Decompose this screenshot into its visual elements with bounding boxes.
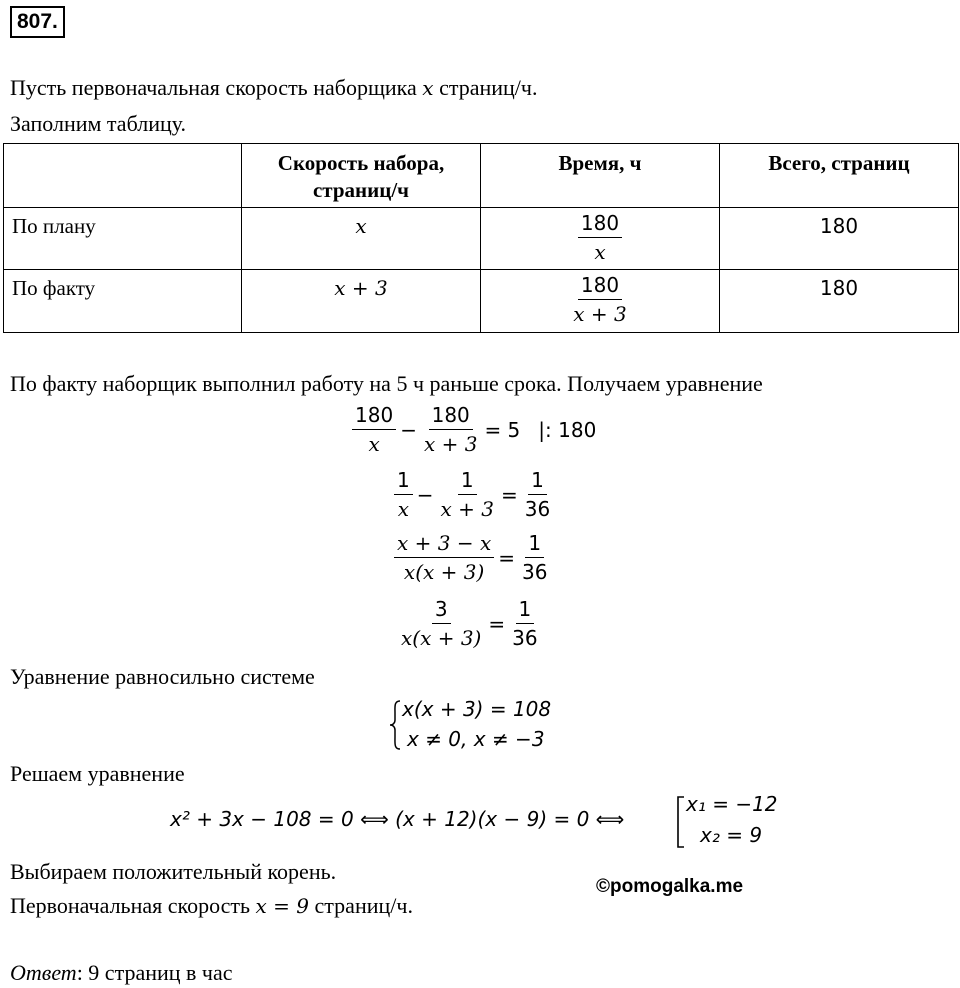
intro-line-1 (10, 75, 538, 101)
eq1-rhs: = 5 (484, 417, 521, 442)
answer-text: : 9 страниц в час (76, 960, 233, 985)
fraction-denominator: 36 (522, 560, 548, 584)
system-line-2: x ≠ 0, x ≠ −3 (407, 727, 545, 751)
fraction-numerator: 180 (429, 402, 473, 430)
text-positive: Выбираем положительный корень. (10, 859, 337, 884)
intro-line-2: Заполним таблицу. (10, 111, 187, 136)
row-plan-total-value: 180 (819, 214, 859, 238)
fraction-denominator: 36 (512, 626, 538, 650)
row-fact-speed-value: x + 3 (334, 276, 388, 300)
fraction-numerator: 1 (394, 467, 413, 495)
fraction-denominator: x (594, 240, 606, 264)
watermark-text: ©pomogalka.me (596, 876, 744, 897)
eq2-frac-2 (438, 467, 497, 522)
result-value: x = 9 (255, 894, 310, 918)
row-fact-total-value: 180 (819, 276, 859, 300)
root-2: x₂ = 9 (700, 823, 763, 847)
fraction-numerator: 1 (516, 596, 535, 624)
eq1-frac-2 (421, 402, 480, 457)
left-bracket-icon (676, 795, 686, 849)
fraction-denominator: x(x + 3) (403, 560, 485, 584)
header-speed (242, 144, 481, 208)
table-row (4, 270, 959, 333)
row-fact-speed (242, 270, 481, 333)
header-speed-line1: Скорость набора, (277, 151, 445, 175)
fraction-denominator: 36 (524, 497, 551, 521)
minus-sign: − (416, 482, 434, 507)
row-plan-speed (242, 208, 481, 270)
equation-4 (398, 596, 541, 651)
eq1-divide-note: |: 180 (538, 417, 597, 442)
minus-sign: − (400, 417, 417, 442)
intro-var-x: x (422, 76, 434, 100)
text-fact: По факту наборщик выполнил работу на 5 ч раньше срока. Получаем уравнение (10, 371, 763, 396)
answer-line (10, 960, 233, 986)
table-row (4, 208, 959, 270)
result-text-a: Первоначальная скорость (10, 893, 256, 918)
row-fact-time-fraction (570, 272, 629, 327)
fraction-numerator: 180 (352, 402, 396, 430)
equals-sign: = (488, 611, 506, 636)
equals-sign: = (498, 545, 515, 570)
eq2-frac-rhs (522, 467, 553, 522)
result-line (10, 893, 413, 919)
left-brace-icon (388, 699, 402, 751)
result-text-c: страниц/ч. (309, 893, 413, 918)
eq3-frac-1 (394, 530, 494, 585)
equation-3 (394, 530, 550, 585)
header-time: Время, ч (481, 144, 720, 208)
header-speed-line2: страниц/ч (312, 178, 410, 202)
data-table (3, 143, 959, 333)
problem-number: 807. (10, 6, 65, 38)
row-plan-time-fraction (578, 210, 622, 265)
equals-sign: = (500, 482, 518, 507)
solve-equation: x² + 3x − 108 = 0 ⟺ (x + 12)(x − 9) = 0 ⟺ (170, 807, 625, 831)
equation-1 (352, 402, 596, 457)
fraction-denominator: x (368, 432, 380, 456)
row-plan-time (481, 208, 720, 270)
row-plan-speed-value: x (355, 214, 367, 238)
fraction-denominator: x (397, 497, 409, 521)
eq4-frac-rhs (509, 596, 540, 651)
row-fact-time (481, 270, 720, 333)
eq3-frac-rhs (519, 530, 550, 585)
row-plan-total (720, 208, 959, 270)
row-fact-label: По факту (4, 270, 242, 333)
header-total: Всего, страниц (720, 144, 959, 208)
eq4-frac-1 (398, 596, 484, 651)
equation-2 (394, 467, 553, 522)
row-plan-label: По плану (4, 208, 242, 270)
answer-label: Ответ (10, 960, 77, 985)
intro-text-a: Пусть первоначальная скорость наборщика (10, 75, 423, 100)
eq1-frac-1 (352, 402, 396, 457)
header-empty (4, 144, 242, 208)
fraction-denominator: x + 3 (423, 432, 478, 456)
fraction-numerator: 180 (578, 210, 622, 238)
fraction-numerator: 1 (525, 530, 544, 558)
text-system: Уравнение равносильно системе (10, 664, 315, 689)
intro-text-b: страниц/ч. (433, 75, 538, 100)
eq2-frac-1 (394, 467, 413, 522)
fraction-denominator: x + 3 (440, 497, 494, 521)
fraction-numerator: x + 3 − x (394, 530, 494, 558)
fraction-numerator: 1 (458, 467, 477, 495)
fraction-denominator: x(x + 3) (401, 626, 482, 650)
fraction-denominator: x + 3 (573, 302, 627, 326)
fraction-numerator: 1 (528, 467, 547, 495)
root-1: x₁ = −12 (686, 792, 778, 816)
fraction-numerator: 180 (578, 272, 622, 300)
text-solve: Решаем уравнение (10, 761, 185, 786)
system-line-1: x(x + 3) = 108 (402, 697, 552, 721)
row-fact-total (720, 270, 959, 333)
fraction-numerator: 3 (432, 596, 451, 624)
table-header-row (4, 144, 959, 208)
